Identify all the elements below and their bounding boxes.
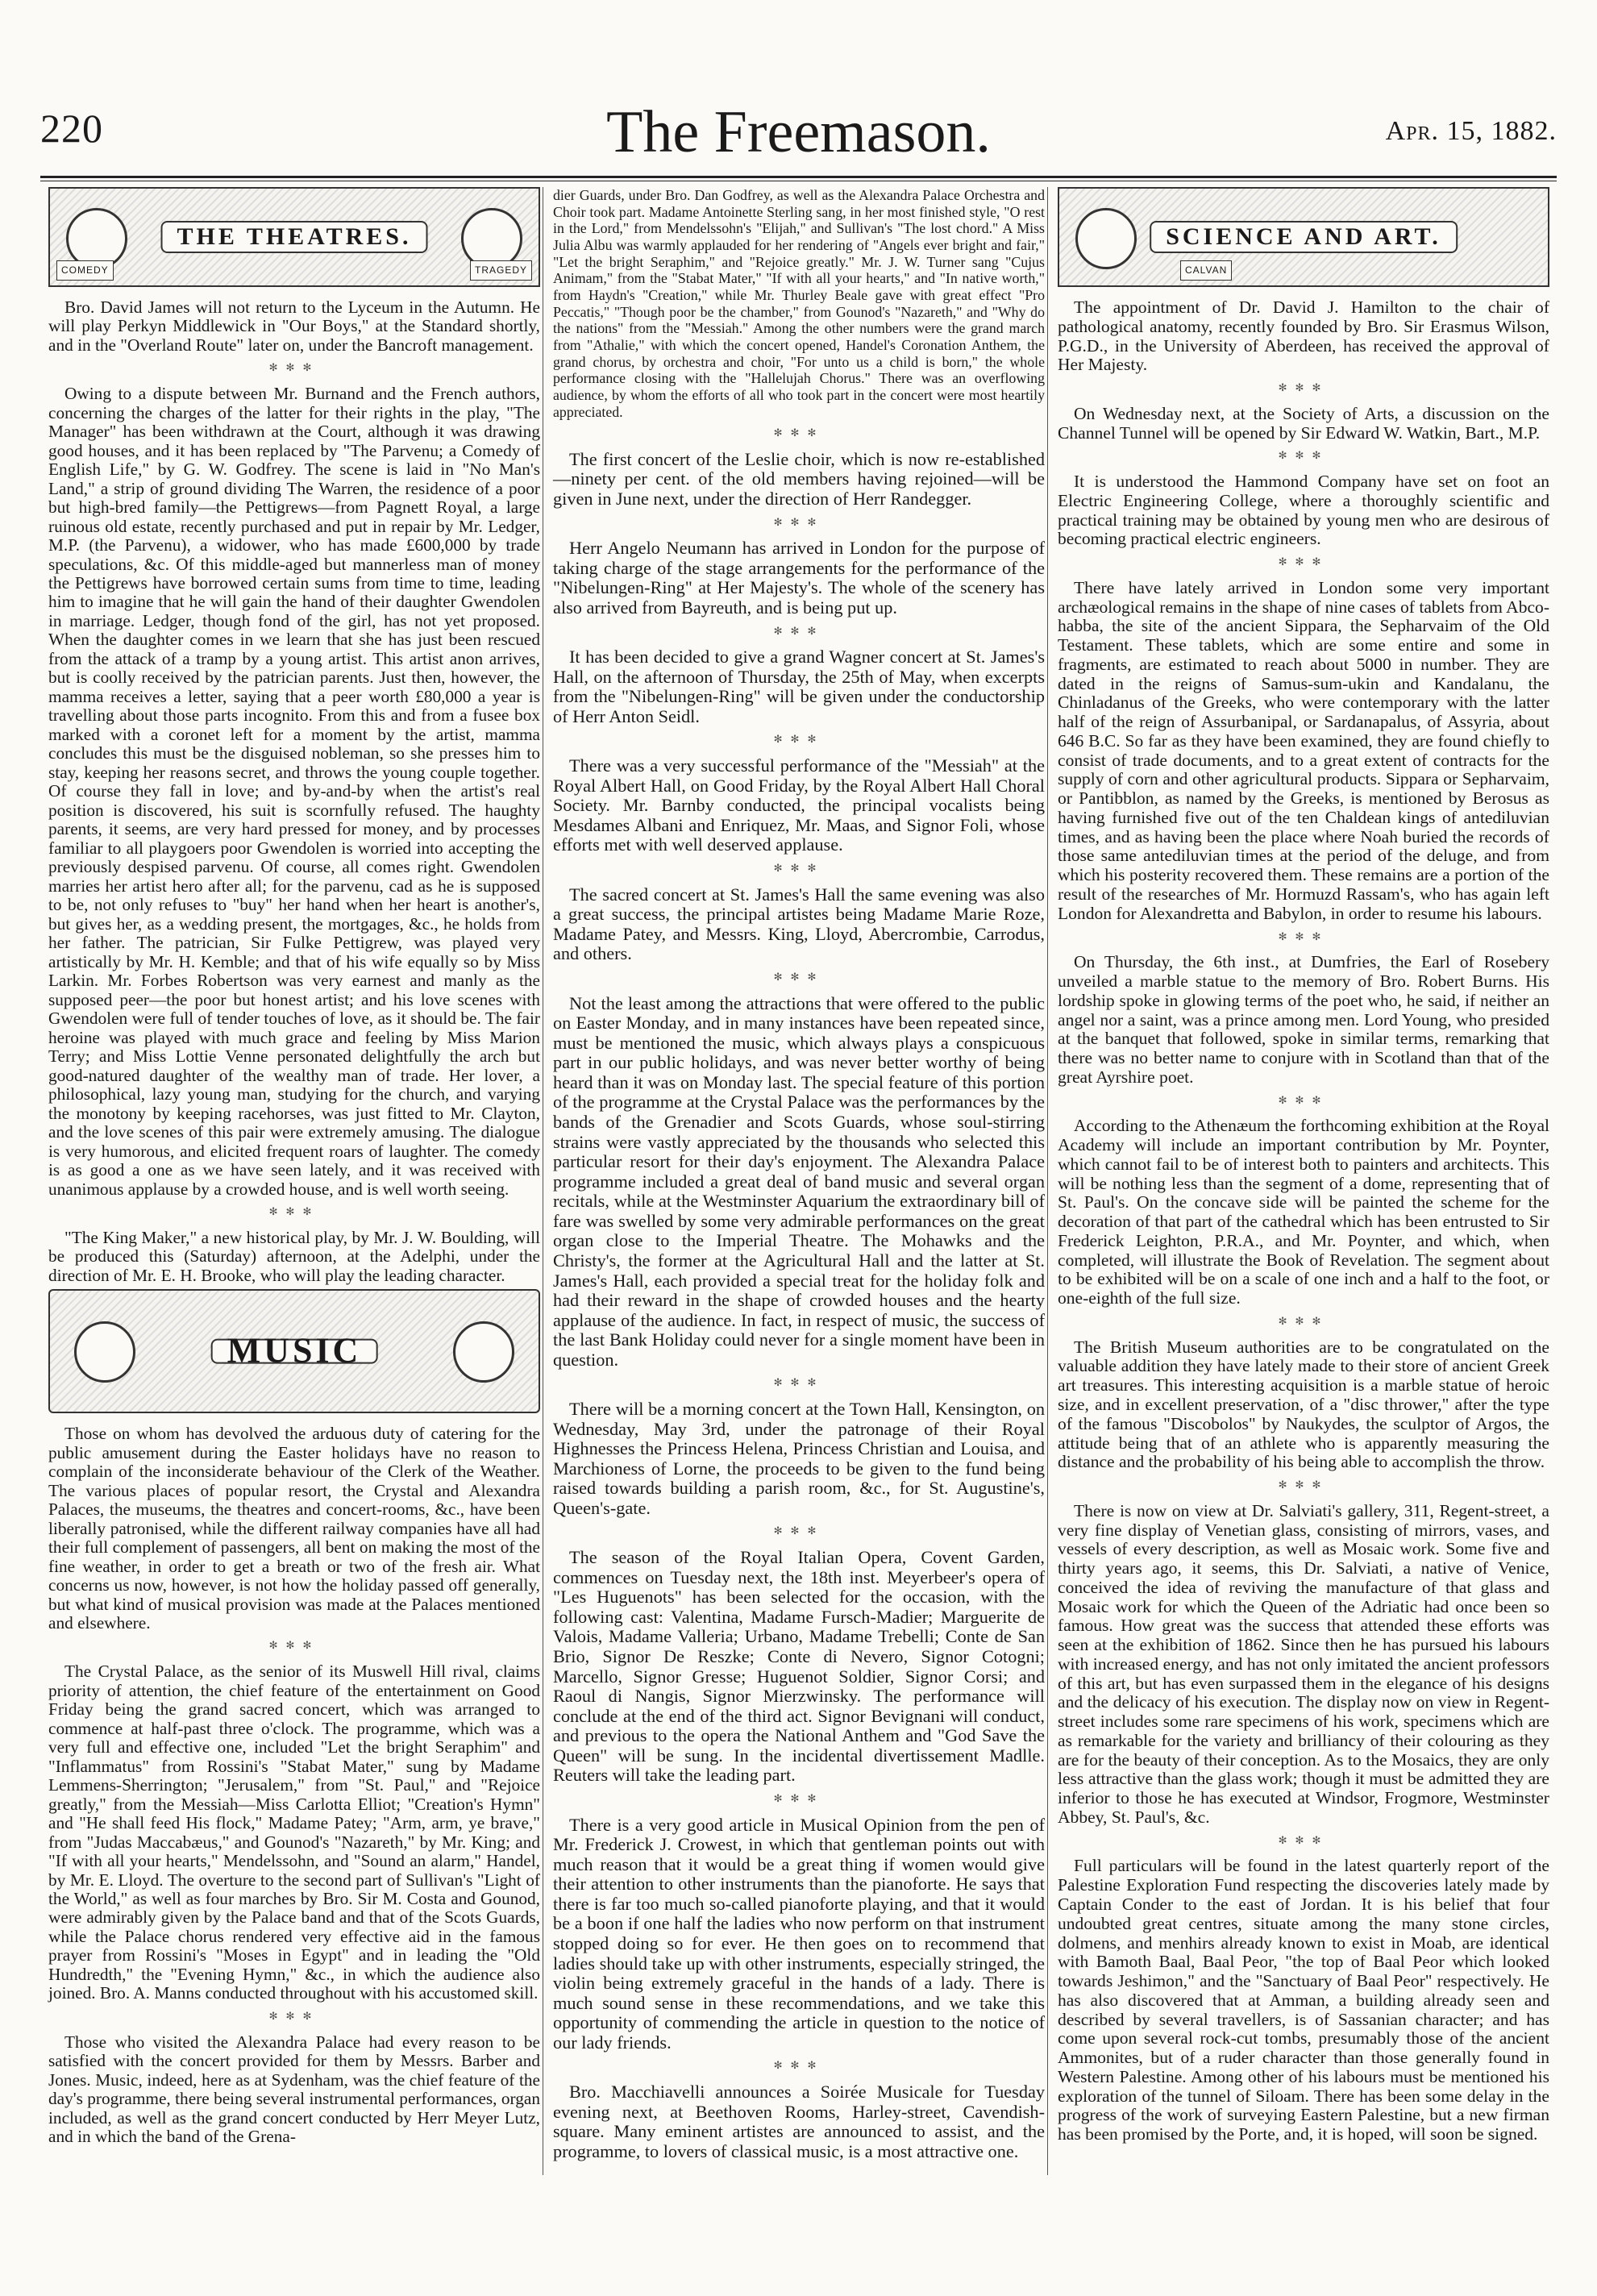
header-rule	[40, 176, 1557, 178]
article-paragraph: The first concert of the Leslie choir, which is now re-established—ninety per cent. of the old members having rejoined—will be given in June next, under the direction of Herr Randegger.	[553, 448, 1045, 510]
article-paragraph: The Crystal Palace, as the senior of its Muswell Hill rival, claims priority of attention, the chief feature of the entertainment on Good Friday being the grand sacred concert, which was arranged to commence at half-past three o'clock. The programme, which was a very full and effective one, included "Let the bright Seraphim" and "Inflammatus" from Rossini's "Stabat Mater," sung by Madame Lemmens-Sherrington; "Jerusalem," from "St. Paul," and "Rejoice greatly," from the Messiah—Miss Carlotta Elliot; "Creation's Hymn" and "He shall feed His flock," Madame Patey; "Arm, arm, ye brave," from "Judas Maccabæus," and Gounod's "Nazareth," by Mr. King; and "If with all your hearts," Mendelssohn, and "Sound an alarm," Handel, by Mr. E. Lloyd. The overture to the second part of Sullivan's "Light of the World," as well as four marches by Bro. Sir M. Costa and Gounod, were admirably given by the Palace band and that of the Scots Guards, while the Palace chorus rendered very effective aid in the famous prayer from Rossini's "Moses in Egypt" and in leading the "Old Hundredth," the "Evening Hymn," &c., in which the audience also joined. Bro. A. Manns conducted throughout with his accustomed skill.	[48, 1662, 540, 2003]
section-stars: ✻✻✻	[268, 361, 320, 374]
article-paragraph: Bro. David James will not return to the Lyceum in the Autumn. He will play Perkyn Middlewick in "Our Boys," at the Standard shortly, and in the "Overland Route" later on, under the Bancroft management.	[48, 297, 540, 355]
music-banner	[48, 1289, 540, 1413]
column-divider	[1047, 187, 1048, 2175]
lyre-ornament-icon	[74, 1321, 135, 1383]
section-stars: ✻✻✻	[773, 1524, 825, 1537]
article-paragraph: It is understood the Hammond Company have set on foot an Electric Engineering College, where a thoroughly scientific and practical training may be obtained by young men who are desirous of becoming practical electric engineers.	[1058, 472, 1549, 549]
article-paragraph: dier Guards, under Bro. Dan Godfrey, as well as the Alexandra Palace Orchestra and Choir took part. Madame Antoinette Sterling sang, in her most finished style, "O rest in the Lord," from Mendelssohn's "Elijah," and Sullivan's "The lost chord." A Miss Julia Albu was warmly applauded for her rendering of "Angels ever bright and fair," "Let the bright Seraphim," and "Rejoice greatly." Mr. J. W. Turner sang "Cujus Animam," from the "Stabat Mater," "If with all your hearts," and "In native worth," from Haydn's "Creation," while Mr. Thurley Beale gave with great effect "Pro Peccatis," "Though poor be the chamber," from Gounod's "Nazareth," and "Why do the nations" from the "Messiah." Among the other numbers were the grand march from "Athalie," with which the concert opened, Handel's Coronation Anthem, the grand chorus, by orchestra and choir, "For unto us a child is born," the whole performance closing with the "Hallelujah Chorus." There was an overflowing audience, by whom the efforts of all who took part in the concert were most heartily appreciated.	[553, 187, 1045, 420]
section-stars: ✻✻✻	[268, 1204, 320, 1217]
globe-ornament-icon	[1075, 208, 1137, 269]
section-stars: ✻✻✻	[1278, 1833, 1329, 1846]
science-art-banner	[1058, 187, 1549, 287]
section-stars: ✻✻✻	[1278, 381, 1329, 394]
masthead: The Freemason.	[606, 99, 991, 165]
science-art-title: SCIENCE AND ART.	[1150, 221, 1458, 253]
article-paragraph: According to the Athenæum the forthcoming exhibition at the Royal Academy will include an important contribution by Mr. Poynter, which cannot fail to be of interest both to painters and architects. This will be nothing less than the segment of a dome, representing that of St. Paul's. On the concave side will be painted the scheme for the decoration of that part of the cathedral which has been entrusted to Sir Frederick Leighton, P.R.A., and Mr. Poynter, and which, when completed, will illustrate the Book of Revelation. The segment about to be exhibited will be on a scale of one inch and a half to the foot, or one-eighth of the full size.	[1058, 1116, 1549, 1308]
column-2	[553, 187, 1045, 2165]
section-stars: ✻✻✻	[1278, 930, 1329, 942]
article-paragraph: The appointment of Dr. David J. Hamilton to the chair of pathological anatomy, recently founded by Bro. Sir Erasmus Wilson, P.G.D., in the University of Aberdeen, has received the approval of Her Majesty.	[1058, 297, 1549, 375]
theatres-banner	[48, 187, 540, 287]
section-stars: ✻✻✻	[1278, 449, 1329, 462]
section-stars: ✻✻✻	[773, 970, 825, 983]
section-stars: ✻✻✻	[773, 624, 825, 637]
article-paragraph: The season of the Royal Italian Opera, Covent Garden, commences on Tuesday next, the 18th inst. Meyerbeer's opera of "Les Huguenots" has been selected for the occasion, with the following cast: Valentina, Madame Fursch-Madier; Marguerite de Valois, Madame Valleria; Urbano, Madame Trebelli; Conte de San Brio, Signor De Reszke; Conte di Nevero, Signor Cotogni; Marcello, Signor Gresse; Huguenot Soldier, Signor Corsi; and Raoul di Nangis, Signor Mierzwinsky. The performance will conclude at the end of the third act. Signor Bevignani will conduct, and previous to the opera the National Anthem and "God Save the Queen" will be sung. In the incidental divertissement Madlle. Reuters will take the leading part.	[553, 1547, 1045, 1786]
article-paragraph: Those who visited the Alexandra Palace had every reason to be satisfied with the concert provided for them by Messrs. Barber and Jones. Music, indeed, here as at Sydenham, was the chief feature of the day's programme, there being several instrumental performances, organ included, as well as the grand concert conducted by Herr Meyer Lutz, and in which the band of the Grena-	[48, 2032, 540, 2147]
article-paragraph: Those on whom has devolved the arduous duty of catering for the public amusement during the Easter holidays have no reason to complain of the inconsiderate behaviour of the Clerk of the Weather. The various places of popular resort, the Crystal and Alexandra Palaces, the museums, the theatres and concert-rooms, &c., have been liberally patronised, while the different railway companies have all had their full complement of passengers, all bent on making the most of the fine weather, in order to get a breath or two of the fresh air. What concerns us now, however, is not how the holiday passed off generally, but what kind of musical provision was made at the Palaces mentioned and elsewhere.	[48, 1424, 540, 1633]
music-title: MUSIC	[211, 1339, 378, 1364]
article-paragraph: The British Museum authorities are to be congratulated on the valuable addition they have lately made to their store of ancient Greek art treasures. This interesting acquisition is a marble statue of heroic size, and in excellent preservation, of a "disc thrower," after the type of the famous "Discobolos" by Naukydes, the sculptor of Argos, the attitude being that of an athlete who is apparently measuring the distance and the probability of his being able to accomplish the throw.	[1058, 1337, 1549, 1472]
section-stars: ✻✻✻	[268, 1639, 320, 1652]
article-paragraph: There is a very good article in Musical Opinion from the pen of Mr. Frederick J. Crowest, in which that gentleman points out with much reason that it would be a great thing if women would give their attention to other instruments than the pianoforte. He says that there is far too much so-called pianoforte playing, and that it would be a boon if one half the ladies who now perform on that instrument stopped doing so for ever. He then goes on to recommend that ladies should take up with other instruments, especially stringed, the violin being extremely graceful in the hands of a lady. There is much sound sense in these recommendations, and we take this opportunity of commending the article in question to the notice of our lady friends.	[553, 1814, 1045, 2053]
article-paragraph: "The King Maker," a new historical play, by Mr. J. W. Boulding, will be produced this (Saturday) afternoon, at the Adelphi, under the direction of Mr. E. H. Brooke, who will play the leading character.	[48, 1227, 540, 1285]
article-paragraph: It has been decided to give a grand Wagner concert at St. James's Hall, on the afternoon of Thursday, the 25th of May, when excerpts from the "Nibelungen-Ring" will be given under the conductorship of Herr Anton Seidl.	[553, 647, 1045, 726]
section-stars: ✻✻✻	[1278, 1093, 1329, 1106]
article-paragraph: The sacred concert at St. James's Hall the same evening was also a great success, the principal artistes being Madame Marie Roze, Madame Patey, and Messrs. King, Lloyd, Abercrombie, Carrodus, and others.	[553, 884, 1045, 964]
article-paragraph: There have lately arrived in London some very important archæological remains in the shape of nine cases of tablets from Abco-habba, the site of the ancient Sippara, the Sepharvaim of the Old Testament. These tablets, which are some entire and some in fragments, are estimated to reach about 5000 in number. They are dated in the reigns of Samus-sum-ukin and Kandalanu, the Chinladanus of the Greeks, who were contemporary with the latter half of the reign of Assurbanipal, or Sardanapalus, of Assyria, about 646 B.C. So far as they have been examined, they are found chiefly to consist of trade documents, and to a great extent of contracts for the supply of corn and other agricultural products. Sippara or Sepharvaim, or Pantibblon, as named by the Greeks, is mentioned by Berosus as having furnished five out of the ten Chaldean kings of antediluvian times, and as having been the place where Noah buried the records of those same antediluvian times at the period of the deluge, and from which his posterity recovered them. These remains are a portion of the result of the researches of Mr. Hormuzd Rassam's, who has again left London for Alexandretta and Babylon, in order to resume his labours.	[1058, 577, 1549, 923]
section-stars: ✻✻✻	[1278, 555, 1329, 568]
article-paragraph: Full particulars will be found in the latest quarterly report of the Palestine Exploration Fund respecting the discoveries lately made by Captain Conder to the east of Jordan. It is his belief that four undoubted great centres, situate among the many stone circles, dolmens, and menhirs already known to exist in Moab, are identical with Bamoth Baal, Baal Peor, "the top of Baal Peor which looked towards Jeshimon," and the "Sanctuary of Baal Peor" respectively. He has also discovered that at Amman, a building already seen and described by several travellers, is of Sassanian character; and has come upon several rock-cut tombs, presumably those of the ancient Ammonites, but of a ruder character than those generally found in Western Palestine. Among other of his labours must be mentioned his exploration of the tunnel of Siloam. There has been some delay in the progress of the work of surveying Eastern Palestine, but a new firman has been promised by the Porte, and, it is hoped, will soon be signed.	[1058, 1856, 1549, 2144]
section-stars: ✻✻✻	[268, 2009, 320, 2022]
section-stars: ✻✻✻	[773, 1791, 825, 1804]
page-number: 220	[40, 106, 103, 151]
article-paragraph: There was a very successful performance of the "Messiah" at the Royal Albert Hall, on Good Friday, by the Royal Albert Hall Choral Society. Mr. Barnby conducted, the principal vocalists being Mesdames Albani and Enriquez, Mr. Maas, and Signor Foli, whose efforts met with well deserved applause.	[553, 755, 1045, 855]
article-paragraph: On Thursday, the 6th inst., at Dumfries, the Earl of Rosebery unveiled a marble statue to the memory of Bro. Robert Burns. His lordship spoke in glowing terms of the poet who, he said, if neither an angel nor a saint, was a prince among men. Lord Young, who presided at the banquet that followed, spoke in similar terms, remarking that there was no better name to conjure with in Scotland than that of the great Ayrshire poet.	[1058, 952, 1549, 1087]
tragedy-tag: TRAGEDY	[470, 260, 532, 281]
section-stars: ✻✻✻	[773, 862, 825, 874]
section-stars: ✻✻✻	[1278, 1479, 1329, 1491]
section-stars: ✻✻✻	[1278, 1314, 1329, 1327]
section-stars: ✻✻✻	[773, 426, 825, 439]
article-paragraph: On Wednesday next, at the Society of Arts, a discussion on the Channel Tunnel will be opened by Sir Edward W. Watkin, Bart., M.P.	[1058, 403, 1549, 443]
section-stars: ✻✻✻	[773, 515, 825, 528]
theatres-title: THE THEATRES.	[161, 221, 428, 253]
article-paragraph: Herr Angelo Neumann has arrived in London for the purpose of taking charge of the stage arrangements for the performance of the "Nibelungen-Ring" at Her Majesty's. The whole of the scenery has also arrived from Bayreuth, and is being put up.	[553, 538, 1045, 618]
comedy-tag: COMEDY	[56, 260, 114, 281]
calvan-tag: CALVAN	[1180, 260, 1232, 281]
article-paragraph: Owing to a dispute between Mr. Burnand and the French authors, concerning the charges of the latter for their rights in the play, "The Manager" has been withdrawn at the Court, although it was drawing good houses, and it has been replaced by "The Parvenu; a Comedy of English Life," by G. W. Godfrey. The scene is laid in "No Man's Land," a strip of ground dividing The Warren, the residence of a poor but high-bred family—the Pettigrews—from Pagnett Royal, a large ruinous old estate, recently purchased and put in repair by Mr. Ledger, M.P. (the Parvenu), a widower, who has made £600,000 by trade speculations, &c. Of this middle-aged but mannerless man of money the Pettigrews have borrowed certain sums from time to time, leading him to imagine that he will gain the hand of their daughter Gwendolen in marriage. Ledger, though fond of the girl, has not yet proposed. When the daughter comes in we learn that she has just been rescued from the attack of a tramp by a young artist. This artist anon arrives, but is coolly received by the patrician parents. Just then, however, the mamma receives a letter, saying that a peer worth £80,000 a year is travelling about those parts incognito. From this and from a fusee box marked with a coronet left for a moment by the artist, mamma concludes this must be the disguised nobleman, so she presses him to stay, keeping her reasons secret, and throws the young couple together. Of course they fall in love; and by-and-by when the artist's real position is discovered, his suit is scornfully refused. The haughty parents, it seems, are very hard pressed for money, and by processes familiar to all playgoers poor Gwendolen is worried into accepting the previously despised parvenu. Of course, all comes right. Gwendolen marries her artist hero after all; for the parvenu, cad as he is supposed to be, not only refuses to "buy" her hand when her heart is another's, but gives her, as a wedding present, the mortgages, &c., he holds from her father. The patrician, Sir Fulke Pettigrew, was played very artistically by Mr. H. Kemble; and that of his wife equally so by Miss Larkin. Mr. Forbes Robertson was very earnest and manly as the supposed peer—the poor but honest artist; and his love scenes with Gwendolen were full of tender touches of love, as it should be. The fair heroine was played with much grace and feeling by Miss Marion Terry; and Miss Lottie Venne personated delightfully the arch but good-natured daughter of the wealthy man of trade. Her lover, a philosophical, lazy young man, studying for the church, and varying the monotony by keeping racehorses, was just fitted to Mr. Clayton, and the love scenes of this pair were extremely amusing. The dialogue is very humorous, and elicited frequent roars of laughter. The comedy is as good a one as we have seen lately, and it was received with unanimous applause by a crowded house, and is well worth seeing.	[48, 384, 540, 1199]
article-paragraph: Bro. Macchiavelli announces a Soirée Musicale for Tuesday evening next, at Beethoven Rooms, Harley-street, Cavendish-square. Many eminent artistes are announced to assist, and the programme, to lovers of classical music, is a most attractive one.	[553, 2082, 1045, 2161]
section-stars: ✻✻✻	[773, 1376, 825, 1389]
article-paragraph: There will be a morning concert at the Town Hall, Kensington, on Wednesday, May 3rd, under the patronage of their Royal Highnesses the Princess Helena, Princess Christian and Louisa, and Marchioness of Lorne, the proceeds to be given to the fund being raised towards building a parish room, &c., for St. Augustine's, Queen's-gate.	[553, 1399, 1045, 1518]
section-stars: ✻✻✻	[773, 733, 825, 746]
column-1	[48, 187, 540, 2151]
column-3	[1058, 187, 1549, 2148]
lyre-ornament-icon	[453, 1321, 514, 1383]
article-paragraph: Not the least among the attractions that were offered to the public on Easter Monday, and in many instances have been repeated since, must be mentioned the music, which always plays a conspicuous part in our public holidays, and was never better worthy of being heard than it was on Monday last. The special feature of this portion of the programme at the Crystal Palace was the performances by the bands of the Grenadier and Scots Guards, whose soul-stirring strains were vastly appreciated by the thousands who selected this particular resort for their day's enjoyment. The Alexandra Palace programme included a great deal of band music and several organ recitals, while at the Westminster Aquarium the extraordinary bill of fare was swelled by some very admirable performances on the great organ close to the Imperial Theatre. The Mohawks and the Christy's, the former at the Agricultural Hall and the latter at St. James's Hall, each provided a special treat for the holiday folk and had their reward in the shape of crowded houses and the hearty applause of the audience. In fact, in respect of music, the success of the last Bank Holiday could never for a single moment have been in question.	[553, 992, 1045, 1370]
page-header	[40, 99, 1557, 169]
article-paragraph: There is now on view at Dr. Salviati's gallery, 311, Regent-street, a very fine display of Venetian glass, consisting of mirrors, vases, and vessels of every description, as well as Mosaic work. Some five and thirty years ago, it seems, this Dr. Salviati, a native of Venice, conceived the idea of reviving the manufacture of that glass and Mosaic work for which the Queen of the Adriatic had once been so famous. How great was the success that attended these efforts was seen at the exhibition of 1862. Since then he has pursued his labours with increased energy, and has not only imitated the ancient professors of this art, but has even surpassed them in the elegance of his designs and the delicacy of his execution. The display now on view in Regent-street includes some rare specimens of his work, specimens which are as remarkable for the variety and brilliancy of their colouring as they are for the beauty of their conception. As to the Mosaics, they are only less attractive than the glass work; though it must be admitted they are inferior to those he has executed at Windsor, Frogmore, Westminster Abbey, St. Paul's, &c.	[1058, 1500, 1549, 1827]
issue-date: Apr. 15, 1882.	[1385, 116, 1557, 146]
section-stars: ✻✻✻	[773, 2059, 825, 2072]
